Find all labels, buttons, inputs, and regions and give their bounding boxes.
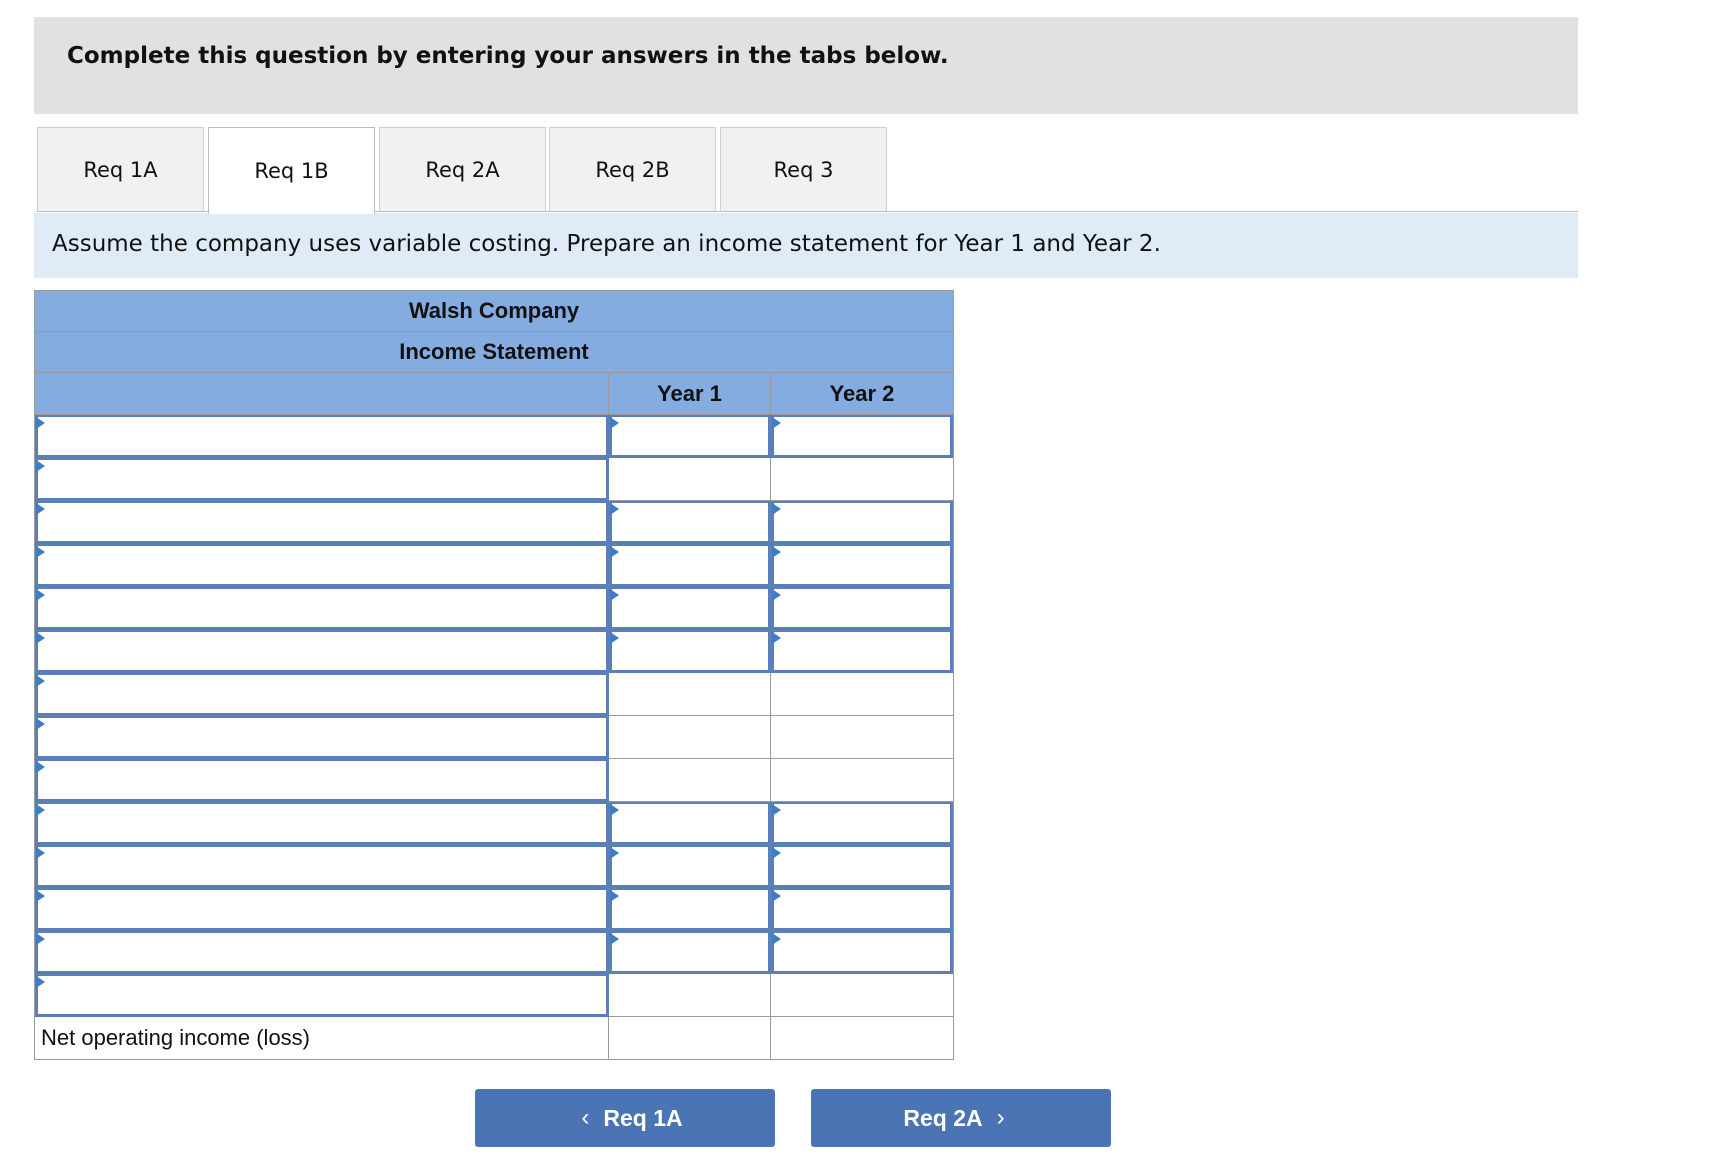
statement-rows xyxy=(34,415,954,1017)
line-item-field[interactable] xyxy=(38,976,606,1014)
dropdown-marker-icon xyxy=(772,417,781,429)
line-item-dropdown[interactable] xyxy=(35,802,609,845)
year-1-amount-input[interactable] xyxy=(609,845,771,888)
label-column-header xyxy=(35,373,609,414)
amount-field[interactable] xyxy=(774,847,950,885)
dropdown-marker-icon xyxy=(36,503,45,515)
dropdown-marker-icon xyxy=(772,890,781,902)
net-income-year-1 xyxy=(609,1017,771,1060)
line-item-field[interactable] xyxy=(38,933,606,971)
amount-field[interactable] xyxy=(612,890,768,928)
line-item-dropdown[interactable] xyxy=(35,587,609,630)
amount-field[interactable] xyxy=(774,503,950,541)
dropdown-marker-icon xyxy=(36,718,45,730)
tab-label: Req 3 xyxy=(773,157,834,182)
line-item-dropdown[interactable] xyxy=(35,630,609,673)
amount-field[interactable] xyxy=(612,847,768,885)
dropdown-marker-icon xyxy=(772,546,781,558)
tab-req-1a[interactable] xyxy=(37,127,204,211)
empty-cell xyxy=(771,673,953,716)
year-1-amount-input[interactable] xyxy=(609,587,771,630)
empty-cell xyxy=(609,673,771,716)
line-item-dropdown[interactable] xyxy=(35,544,609,587)
next-req-button[interactable] xyxy=(811,1089,1111,1147)
year-2-amount-input[interactable] xyxy=(771,630,953,673)
dropdown-marker-icon xyxy=(36,460,45,472)
statement-row xyxy=(34,845,954,888)
dropdown-marker-icon xyxy=(36,933,45,945)
empty-cell xyxy=(609,458,771,501)
line-item-field[interactable] xyxy=(38,675,606,713)
amount-field[interactable] xyxy=(774,890,950,928)
prev-req-label: Req 1A xyxy=(603,1104,683,1131)
instruction-banner xyxy=(34,17,1578,114)
line-item-field[interactable] xyxy=(38,417,606,455)
dropdown-marker-icon xyxy=(772,632,781,644)
dropdown-marker-icon xyxy=(772,804,781,816)
year-1-amount-input[interactable] xyxy=(609,931,771,974)
amount-field[interactable] xyxy=(612,546,768,584)
empty-cell xyxy=(609,759,771,802)
dropdown-marker-icon xyxy=(36,804,45,816)
empty-cell xyxy=(771,974,953,1017)
year-2-amount-input[interactable] xyxy=(771,802,953,845)
amount-field[interactable] xyxy=(612,589,768,627)
net-operating-income-label: Net operating income (loss) xyxy=(35,1017,609,1060)
dropdown-marker-icon xyxy=(610,417,619,429)
year-1-header: Year 1 xyxy=(609,373,771,414)
empty-cell xyxy=(609,716,771,759)
line-item-dropdown[interactable] xyxy=(35,673,609,716)
amount-field[interactable] xyxy=(612,503,768,541)
tab-label: Req 1B xyxy=(254,159,329,183)
tab-req-1b[interactable] xyxy=(208,127,375,214)
dropdown-marker-icon xyxy=(610,632,619,644)
statement-row xyxy=(34,673,954,716)
dropdown-marker-icon xyxy=(36,632,45,644)
dropdown-marker-icon xyxy=(610,847,619,859)
line-item-field[interactable] xyxy=(38,546,606,584)
amount-field[interactable] xyxy=(774,933,950,971)
year-2-amount-input[interactable] xyxy=(771,845,953,888)
year-1-amount-input[interactable] xyxy=(609,630,771,673)
income-statement-table xyxy=(34,290,954,1060)
line-item-dropdown[interactable] xyxy=(35,759,609,802)
line-item-dropdown[interactable] xyxy=(35,931,609,974)
instruction-text: Assume the company uses variable costing. Prepare an income statement for Year 1 and Year 2. xyxy=(52,231,1161,257)
chevron-left-icon: ‹ xyxy=(581,1104,590,1131)
empty-cell xyxy=(771,759,953,802)
company-name: Walsh Company xyxy=(34,290,954,331)
line-item-field[interactable] xyxy=(38,460,606,498)
tab-label: Req 1A xyxy=(83,157,158,182)
amount-field[interactable] xyxy=(612,933,768,971)
line-item-dropdown[interactable] xyxy=(35,974,609,1017)
year-1-amount-input[interactable] xyxy=(609,415,771,458)
dropdown-marker-icon xyxy=(36,675,45,687)
dropdown-marker-icon xyxy=(36,761,45,773)
year-1-amount-input[interactable] xyxy=(609,501,771,544)
statement-row xyxy=(34,931,954,974)
statement-row xyxy=(34,458,954,501)
year-1-amount-input[interactable] xyxy=(609,544,771,587)
line-item-dropdown[interactable] xyxy=(35,888,609,931)
amount-field[interactable] xyxy=(774,546,950,584)
dropdown-marker-icon xyxy=(36,890,45,902)
tab-req-3[interactable] xyxy=(720,127,887,211)
statement-row xyxy=(34,888,954,931)
requirement-instruction xyxy=(34,213,1578,278)
line-item-field[interactable] xyxy=(38,761,606,799)
amount-field[interactable] xyxy=(774,804,950,842)
tab-label: Req 2A xyxy=(425,157,500,182)
year-2-amount-input[interactable] xyxy=(771,931,953,974)
dropdown-marker-icon xyxy=(610,589,619,601)
amount-field[interactable] xyxy=(612,632,768,670)
amount-field[interactable] xyxy=(612,417,768,455)
dropdown-marker-icon xyxy=(610,804,619,816)
column-header-row xyxy=(34,372,954,415)
line-item-dropdown[interactable] xyxy=(35,845,609,888)
dropdown-marker-icon xyxy=(610,503,619,515)
net-income-year-2 xyxy=(771,1017,953,1060)
year-2-amount-input[interactable] xyxy=(771,415,953,458)
amount-field[interactable] xyxy=(612,804,768,842)
tab-req-2b[interactable] xyxy=(549,127,716,211)
dropdown-marker-icon xyxy=(772,589,781,601)
dropdown-marker-icon xyxy=(36,589,45,601)
dropdown-marker-icon xyxy=(36,417,45,429)
dropdown-marker-icon xyxy=(36,976,45,988)
statement-row xyxy=(34,501,954,544)
statement-row xyxy=(34,544,954,587)
line-item-dropdown[interactable] xyxy=(35,415,609,458)
net-operating-income-row xyxy=(34,1017,954,1060)
statement-row xyxy=(34,802,954,845)
dropdown-marker-icon xyxy=(772,847,781,859)
amount-field[interactable] xyxy=(774,589,950,627)
year-2-header: Year 2 xyxy=(829,380,895,406)
amount-field[interactable] xyxy=(774,632,950,670)
statement-row xyxy=(34,759,954,802)
line-item-field[interactable] xyxy=(38,890,606,928)
line-item-dropdown[interactable] xyxy=(35,458,609,501)
amount-field[interactable] xyxy=(774,417,950,455)
statement-row xyxy=(34,415,954,458)
line-item-field[interactable] xyxy=(38,503,606,541)
statement-title: Income Statement xyxy=(34,331,954,372)
dropdown-marker-icon xyxy=(36,546,45,558)
tab-label: Req 2B xyxy=(595,157,670,182)
year-2-amount-input[interactable] xyxy=(771,501,953,544)
empty-cell xyxy=(771,458,953,501)
year-1-amount-input[interactable] xyxy=(609,888,771,931)
year-2-amount-input[interactable] xyxy=(771,587,953,630)
year-2-amount-input[interactable] xyxy=(771,544,953,587)
line-item-field[interactable] xyxy=(38,718,606,756)
dropdown-marker-icon xyxy=(36,847,45,859)
tab-req-2a[interactable] xyxy=(379,127,546,211)
line-item-field[interactable] xyxy=(38,804,606,842)
next-req-label: Req 2A xyxy=(903,1104,983,1131)
dropdown-marker-icon xyxy=(610,933,619,945)
empty-cell xyxy=(771,716,953,759)
line-item-field[interactable] xyxy=(38,632,606,670)
statement-row xyxy=(34,630,954,673)
year-1-amount-input[interactable] xyxy=(609,802,771,845)
line-item-field[interactable] xyxy=(38,847,606,885)
statement-row xyxy=(34,587,954,630)
prev-req-button[interactable] xyxy=(475,1089,775,1147)
dropdown-marker-icon xyxy=(772,933,781,945)
chevron-right-icon: › xyxy=(996,1104,1005,1131)
line-item-dropdown[interactable] xyxy=(35,716,609,759)
dropdown-marker-icon xyxy=(772,503,781,515)
empty-cell xyxy=(609,974,771,1017)
line-item-dropdown[interactable] xyxy=(35,501,609,544)
year-2-amount-input[interactable] xyxy=(771,888,953,931)
statement-row xyxy=(34,716,954,759)
statement-row xyxy=(34,974,954,1017)
dropdown-marker-icon xyxy=(610,546,619,558)
dropdown-marker-icon xyxy=(610,890,619,902)
line-item-field[interactable] xyxy=(38,589,606,627)
banner-text: Complete this question by entering your answers in the tabs below. xyxy=(67,43,949,69)
